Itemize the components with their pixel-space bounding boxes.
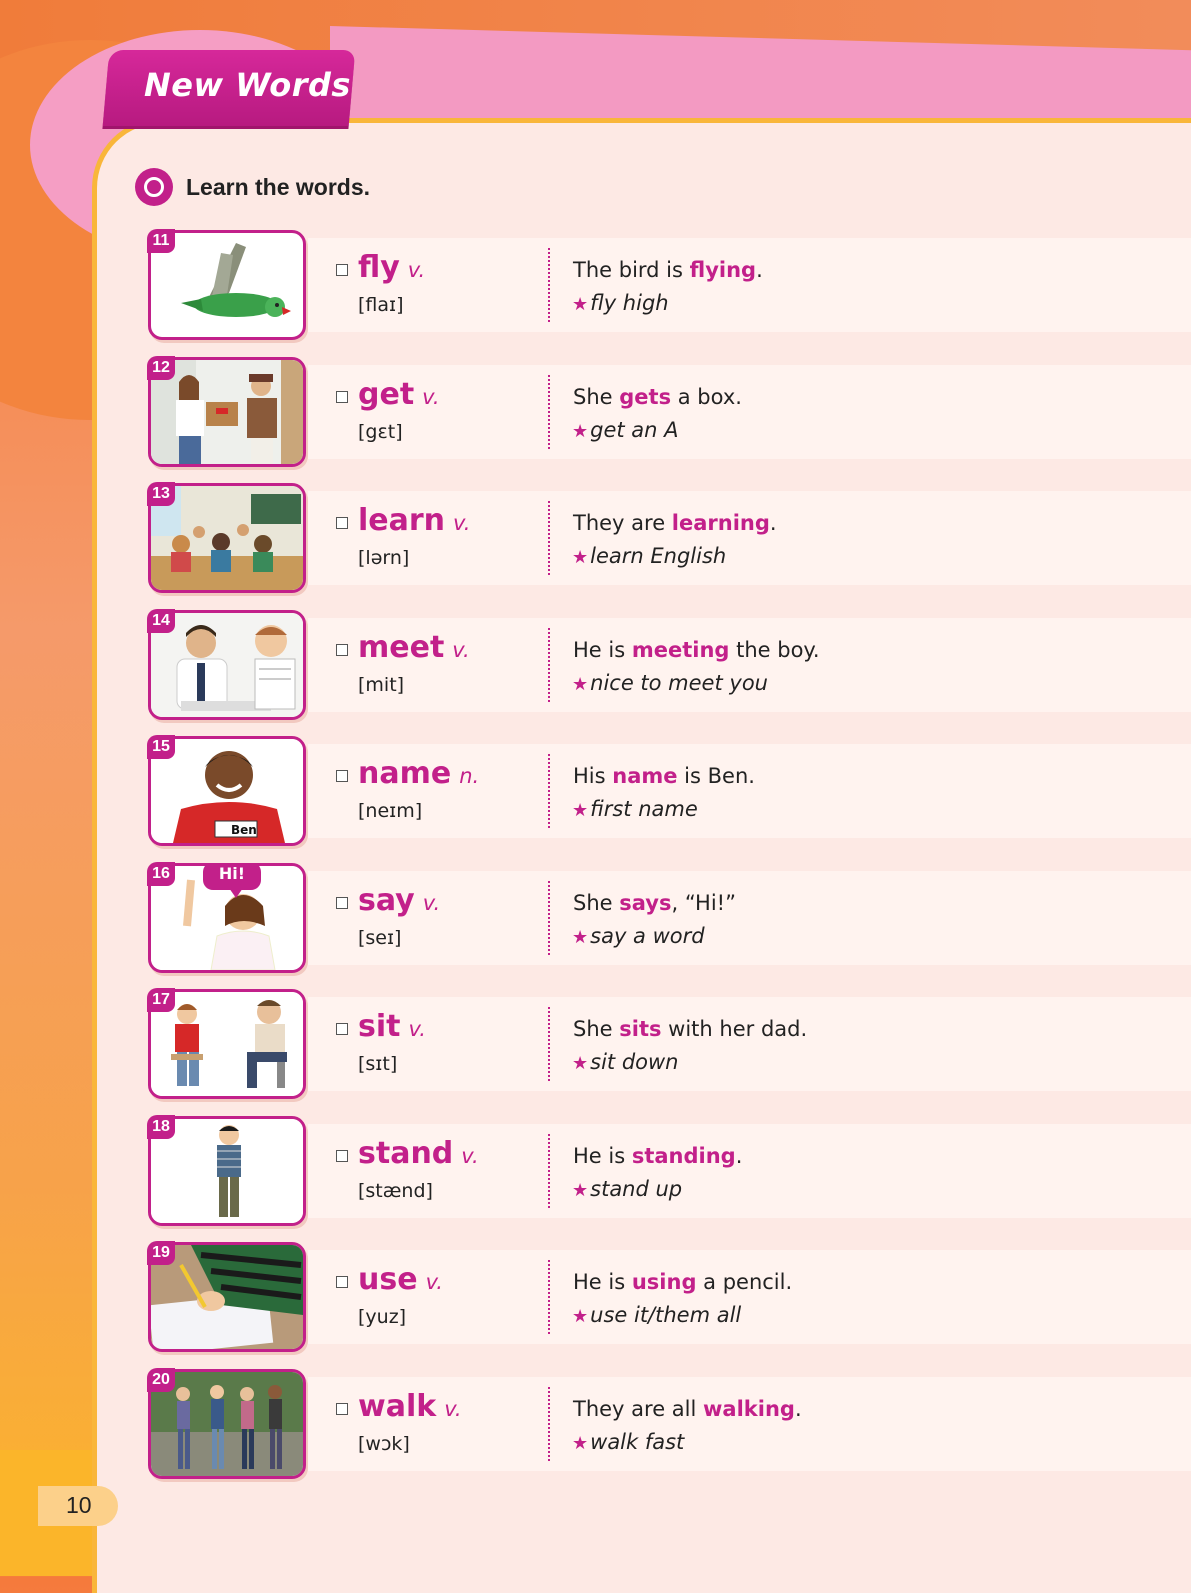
word-number: 20 [147,1368,175,1392]
dotted-divider [548,1007,550,1081]
vocab-word [358,1136,479,1171]
sentence-keyword: says [619,891,672,915]
part-of-speech: v. [452,638,470,662]
sentence-start: She [573,891,620,915]
part-of-speech: v. [461,1144,479,1168]
dotted-divider [548,881,550,955]
star-icon: ★ [572,927,589,948]
star-icon: ★ [572,1306,589,1327]
pronunciation: [wɔk] [358,1433,410,1455]
word-text: name [358,756,452,791]
sentence-end: . [756,258,763,282]
pronunciation: [mit] [358,674,405,696]
target-icon [135,168,173,206]
vocab-word [358,250,425,285]
sentence-keyword: meeting [631,638,730,662]
phrase-text: sit down [590,1050,679,1074]
phrase-text: stand up [590,1177,683,1201]
part-of-speech: v. [422,385,440,409]
sentence-start: He is [573,1270,632,1294]
word-number: 18 [147,1115,175,1139]
part-of-speech: v. [407,258,426,282]
dotted-divider [548,248,550,322]
sentence-keyword: standing [631,1144,736,1168]
word-row [148,989,1191,1101]
star-icon: ★ [572,294,589,315]
dotted-divider [548,375,550,449]
word-checkbox[interactable] [336,644,348,656]
word-number: 15 [147,735,175,759]
star-icon: ★ [572,674,589,695]
sentence-keyword: name [612,764,678,788]
sentence-keyword: sits [619,1017,662,1041]
word-checkbox[interactable] [336,264,348,276]
phrase-text: get an A [590,418,679,442]
example-phrase [572,797,698,821]
word-checkbox[interactable] [336,1023,348,1035]
pronunciation: [yuz] [358,1306,407,1328]
example-phrase [572,671,768,695]
sentence-keyword: using [631,1270,697,1294]
pronunciation: [stænd] [358,1180,433,1202]
word-text: stand [358,1136,454,1171]
word-row [148,1116,1191,1228]
example-sentence [573,511,777,535]
vocab-word [358,1262,443,1297]
sentence-end: the boy. [729,638,820,662]
word-number: 16 [147,862,175,886]
word-checkbox[interactable] [336,897,348,909]
star-icon: ★ [572,1053,589,1074]
sentence-end: . [794,1397,802,1421]
word-row [148,863,1191,975]
example-phrase [572,544,726,568]
word-row [148,1369,1191,1481]
star-icon: ★ [572,1433,589,1454]
word-number: 17 [147,988,175,1012]
example-sentence [573,1017,807,1041]
word-text: fly [358,250,400,285]
part-of-speech: v. [444,1397,462,1421]
phrase-text: nice to meet you [590,671,768,695]
word-checkbox[interactable] [336,391,348,403]
row-background [308,997,1191,1091]
vocab-word [358,630,470,665]
sentence-keyword: gets [619,385,672,409]
sentence-end: with her dad. [661,1017,808,1041]
word-text: say [358,883,415,918]
example-phrase [572,1050,679,1074]
sentence-start: They are all [573,1397,704,1421]
pronunciation: [seɪ] [358,927,402,949]
word-row [148,1242,1191,1354]
row-background [308,871,1191,965]
example-phrase [572,1303,741,1327]
instruction-text: Learn the words. [186,174,371,200]
phrase-text: say a word [590,924,705,948]
sentence-start: He is [573,1144,632,1168]
vocab-word [358,756,479,791]
word-text: use [358,1262,418,1297]
sentence-start: She [573,1017,620,1041]
vocab-word [358,1009,426,1044]
sentence-keyword: learning [671,511,770,535]
part-of-speech: v. [425,1270,443,1294]
pronunciation: [gɛt] [358,421,403,443]
example-sentence [573,1397,802,1421]
word-text: walk [358,1389,437,1424]
word-checkbox[interactable] [336,1150,348,1162]
vocab-word [358,503,470,538]
page-number: 10 [66,1492,92,1518]
example-sentence [573,1270,792,1294]
dotted-divider [548,1134,550,1208]
word-row [148,736,1191,848]
dotted-divider [548,628,550,702]
word-checkbox[interactable] [336,517,348,529]
sentence-start: He is [573,638,632,662]
dotted-divider [548,501,550,575]
sentence-end: . [769,511,777,535]
vocab-word [358,377,440,412]
row-background [308,238,1191,332]
sentence-start: They are [573,511,672,535]
sentence-keyword: walking [703,1397,795,1421]
phrase-text: use it/them all [590,1303,742,1327]
pronunciation: [flaɪ] [358,294,404,316]
word-number: 14 [147,609,175,633]
sentence-start: His [573,764,613,788]
phrase-text: fly high [590,291,669,315]
dotted-divider [548,1387,550,1461]
example-sentence [573,385,742,409]
phrase-text: first name [590,797,698,821]
part-of-speech: n. [459,764,480,788]
word-number: 12 [147,356,175,380]
example-sentence [573,764,755,788]
vocab-word [358,883,440,918]
word-text: get [358,377,415,412]
word-checkbox[interactable] [336,1276,348,1288]
sentence-end: a box. [671,385,742,409]
dotted-divider [548,754,550,828]
pronunciation: [sɪt] [358,1053,398,1075]
sentence-start: She [573,385,620,409]
example-phrase [572,418,679,442]
part-of-speech: v. [453,511,471,535]
example-phrase [572,924,705,948]
example-phrase [572,291,669,315]
word-row [148,610,1191,722]
sentence-keyword: flying [689,258,757,282]
page-number-badge [38,1486,118,1526]
name-tag-text: Ben [231,823,257,837]
section-title: New Words [144,66,351,104]
sentence-end: . [735,1144,743,1168]
sentence-start: The bird is [573,258,690,282]
word-row [148,357,1191,469]
example-sentence [573,1144,742,1168]
sentence-end: is Ben. [677,764,755,788]
word-number: 13 [147,482,175,506]
star-icon: ★ [572,547,589,568]
pronunciation: [lərn] [358,547,410,569]
example-phrase [572,1177,682,1201]
word-checkbox[interactable] [336,1403,348,1415]
pronunciation: [neɪm] [358,800,423,822]
row-background [308,365,1191,459]
example-sentence [573,638,820,662]
word-number: 11 [147,229,175,253]
word-text: meet [358,630,445,665]
speech-bubble-text: Hi! [218,864,246,883]
example-phrase [572,1430,684,1454]
vocab-word [358,1389,462,1424]
phrase-text: walk fast [590,1430,685,1454]
sentence-end: a pencil. [696,1270,793,1294]
word-checkbox[interactable] [336,770,348,782]
part-of-speech: v. [422,891,441,915]
word-row [148,483,1191,595]
star-icon: ★ [572,421,589,442]
dotted-divider [548,1260,550,1334]
phrase-text: learn English [590,544,727,568]
sentence-end: , “Hi!” [671,891,736,915]
word-number: 19 [147,1241,175,1265]
example-sentence [573,891,736,915]
word-row [148,230,1191,342]
star-icon: ★ [572,1180,589,1201]
part-of-speech: v. [408,1017,426,1041]
word-text: learn [358,503,446,538]
star-icon: ★ [572,800,589,821]
word-text: sit [358,1009,401,1044]
example-sentence [573,258,763,282]
